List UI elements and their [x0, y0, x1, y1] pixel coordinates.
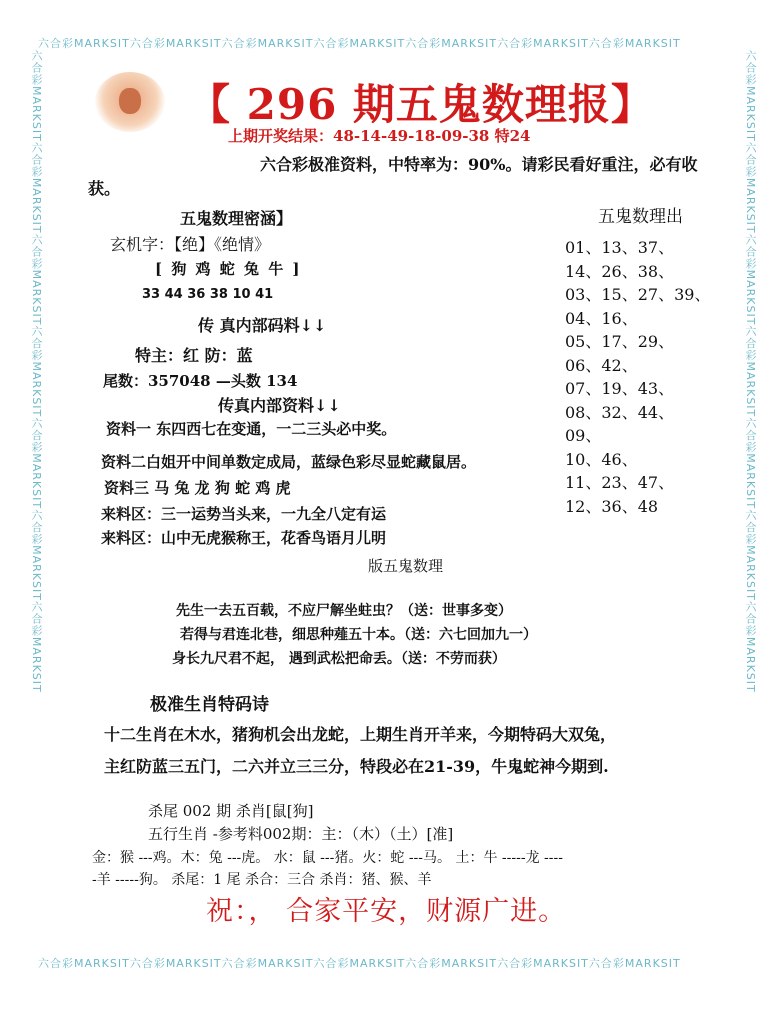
laiqu-2: 来料区：山中无虎猴称王，花香鸟语月儿明	[101, 529, 387, 547]
number-list	[565, 236, 740, 518]
frame-border-bottom: 六合彩MARKSIT六合彩MARKSIT六合彩MARKSIT六合彩MARKSIT六合彩MARKSIT六合彩MARKSIT六合彩MARKSIT	[38, 957, 681, 970]
shawei-line: 杀尾 002 期 杀肖[鼠[狗]	[148, 802, 314, 820]
list-item: 12、36、48	[565, 496, 659, 516]
list-item: 11、23、47、	[565, 473, 675, 492]
special-title: 极准生肖特码诗	[150, 695, 269, 715]
intro-line-1: 六合彩极准资料，中特率为：90%。请彩民看好重注，必有收	[260, 155, 698, 174]
intro-line-2: 获。	[88, 179, 121, 198]
wuxing-line: 五行生肖 -参考料002期：主：（木）（土）[准]	[148, 825, 454, 843]
animals-line: [ 狗 鸡 蛇 兔 牛 ]	[155, 260, 302, 278]
list-item: 14、26、38、	[565, 261, 675, 281]
left-heading: 五鬼数理密涵】	[180, 209, 293, 228]
poem-line-1: 先生一去五百载，不应尸解坐蛀虫？（送：世事多变）	[176, 603, 512, 619]
last-draw-result: 上期开奖结果：48-14-49-18-09-38 特24	[228, 127, 531, 145]
list-item: 08、32、44、	[565, 402, 675, 422]
laiqu-1: 来料区：三一运势当头来，一九全八定有运	[101, 505, 387, 523]
tezhu-line: 特主：红 防：蓝	[135, 346, 253, 365]
elements-line-1: 金：猴 ---鸡。木：兔 ---虎。 水：鼠 ---猪。火：蛇 ---马。 土：牛 -----龙 ----	[92, 850, 563, 866]
list-item: 01、13、37、	[565, 238, 675, 257]
list-item: 04、16、	[565, 308, 638, 328]
poem-line-2: 若得与君连北巷，细思种薤五十本。（送：六七回加九一）	[180, 627, 537, 643]
fax-heading-1: 传 真内部码料↓↓	[198, 316, 327, 335]
frame-border-top: 六合彩MARKSIT六合彩MARKSIT六合彩MARKSIT六合彩MARKSIT六合彩MARKSIT六合彩MARKSIT六合彩MARKSIT	[38, 37, 681, 50]
list-item: 09、	[565, 426, 602, 445]
ziliao-3: 资料三 马 兔 龙 狗 蛇 鸡 虎	[104, 479, 291, 497]
portrait-stamp-icon	[95, 72, 165, 132]
page-title: 【 296 期五鬼数理报】	[188, 80, 654, 129]
special-line-1: 十二生肖在木水，猪狗机会出龙蛇，上期生肖开羊来，今期特码大双兔，	[104, 725, 617, 744]
list-item: 03、15、27、39、	[565, 285, 711, 304]
fax-heading-2: 传真内部资料↓↓	[218, 396, 341, 415]
list-item: 05、17、29、	[565, 332, 675, 351]
ziliao-2: 资料二白姐开中间单数定成局，蓝绿色彩尽显蛇藏鼠居。	[101, 453, 477, 471]
right-heading: 五鬼数理出	[598, 207, 683, 227]
list-item: 06、42、	[565, 355, 638, 375]
elements-line-2: -羊 -----狗。 杀尾：1 尾 杀合：三合 杀肖：猪、猴、羊	[92, 872, 432, 888]
frame-border-right: 六合彩MARKSIT六合彩MARKSIT六合彩MARKSIT六合彩MARKSIT六合彩MARKSIT六合彩MARKSIT六合彩MARKSIT	[744, 50, 757, 693]
blessing-line: 祝：， 合家平安，财源广进。	[206, 896, 567, 927]
ziliao-1: 资料一 东四西七在变通，一二三头必中奖。	[106, 420, 397, 438]
list-item: 10、46、	[565, 449, 638, 469]
special-line-2: 主红防蓝三五门，二六并立三三分，特段必在21-39，牛鬼蛇神今期到.	[104, 757, 609, 776]
frame-border-left: 六合彩MARKSIT六合彩MARKSIT六合彩MARKSIT六合彩MARKSIT六合彩MARKSIT六合彩MARKSIT六合彩MARKSIT	[30, 50, 43, 693]
xuanji-line: 玄机字：【绝】《绝情》	[110, 235, 271, 254]
numbers-line: 33 44 36 38 10 41	[142, 287, 274, 302]
poem-line-3: 身长九尺君不起， 遇到武松把命丢。（送：不劳而获）	[172, 651, 506, 667]
list-item: 07、19、43、	[565, 379, 675, 398]
poem-title: 版五鬼数理	[368, 557, 444, 575]
weishu-line: 尾数：357048 —头数 134	[103, 372, 298, 390]
